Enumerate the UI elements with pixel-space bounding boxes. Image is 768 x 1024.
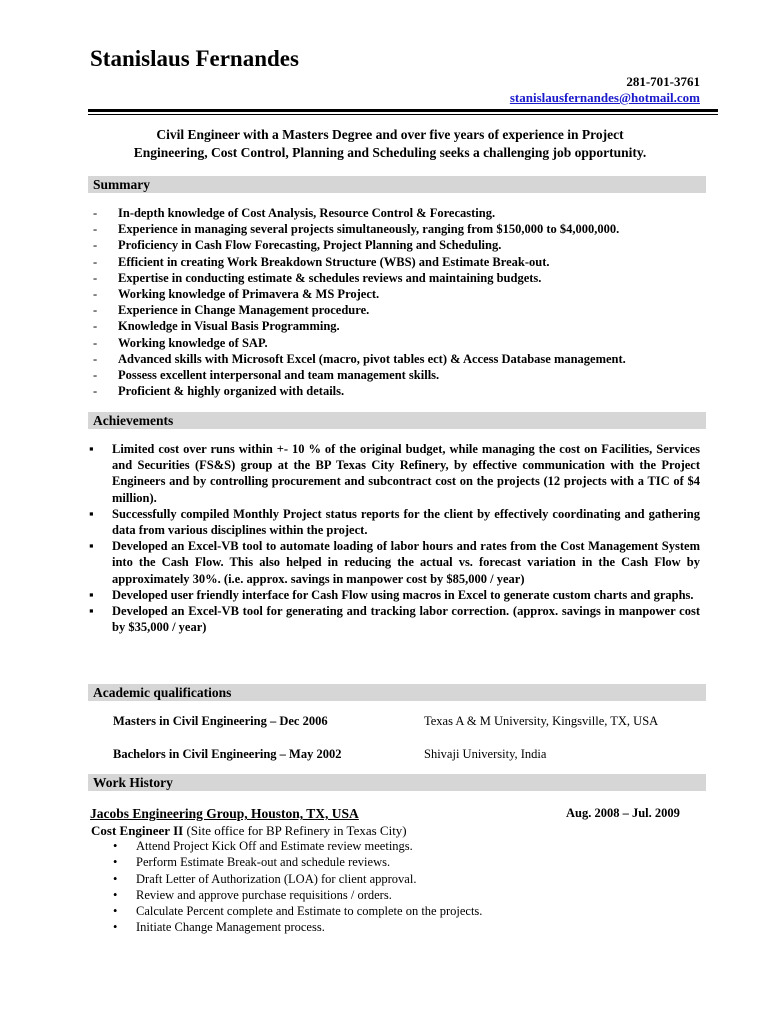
header-rule-thin	[88, 114, 718, 115]
duty-item: • Calculate Percent complete and Estimate to complete on the projects.	[112, 903, 482, 919]
job-title-note: (Site office for BP Refinery in Texas City)	[183, 823, 407, 838]
duty-item: • Attend Project Kick Off and Estimate review meetings.	[112, 838, 482, 854]
achievement-item: ▪ Developed an Excel-VB tool to automate loading of labor hours and rates from the Cost Management System into the Cash Flow. This also helped in reducing the actual vs. forecast variation in the Cash Flow by approximately 30%. (i.e. approx. savings in manpower cost by $85,000 / year)	[88, 538, 700, 587]
section-heading-achievements: Achievements	[88, 412, 706, 429]
achievement-item: ▪ Developed user friendly interface for Cash Flow using macros in Excel to generate custom charts and graphs.	[88, 587, 700, 603]
summary-item: - Working knowledge of SAP.	[93, 335, 703, 351]
summary-item: - Experience in Change Management procedure.	[93, 302, 703, 318]
candidate-name: Stanislaus Fernandes	[90, 46, 299, 71]
achievements-list	[88, 441, 700, 635]
summary-list	[93, 205, 703, 399]
degree-title: Masters in Civil Engineering – Dec 2006	[113, 714, 328, 728]
achievement-item: ▪ Developed an Excel-VB tool for generating and tracking labor correction. (approx. savings in manpower cost by $35,000 / year)	[88, 603, 700, 635]
objective-line: Civil Engineer with a Masters Degree and over five years of experience in Project	[156, 127, 624, 142]
summary-item: - Advanced skills with Microsoft Excel (macro, pivot tables ect) & Access Database management.	[93, 351, 703, 367]
duty-item: • Draft Letter of Authorization (LOA) for client approval.	[112, 871, 482, 887]
duty-item: • Perform Estimate Break-out and schedule reviews.	[112, 854, 482, 870]
summary-item: - Knowledge in Visual Basis Programming.	[93, 318, 703, 334]
duty-item: • Initiate Change Management process.	[112, 919, 482, 935]
summary-item: - Experience in managing several projects simultaneously, ranging from $150,000 to $4,000,000.	[93, 221, 703, 237]
employer-name: Jacobs Engineering Group, Houston, TX, USA	[90, 806, 359, 821]
summary-item: - Proficiency in Cash Flow Forecasting, Project Planning and Scheduling.	[93, 237, 703, 253]
achievement-item: ▪ Limited cost over runs within +- 10 % of the original budget, while managing the cost on Facilities, Services and Securities (FS&S) group at the BP Texas City Refinery, by effective communication with the Project Engineers and by controlling procurement and subcontract cost on the projects (12 projects with a TIC of $4 million).	[88, 441, 700, 506]
summary-item: - Expertise in conducting estimate & schedules reviews and maintaining budgets.	[93, 270, 703, 286]
job-title: Cost Engineer II	[91, 823, 184, 838]
institution-name: Shivaji University, India	[424, 747, 547, 761]
section-heading-work-history: Work History	[88, 774, 706, 791]
job-title-line	[91, 823, 407, 839]
objective-statement	[88, 126, 692, 162]
job-duties-list	[112, 838, 482, 936]
summary-item: - Efficient in creating Work Breakdown Structure (WBS) and Estimate Break-out.	[93, 254, 703, 270]
institution-name: Texas A & M University, Kingsville, TX, USA	[424, 714, 659, 728]
degree-title: Bachelors in Civil Engineering – May 2002	[113, 747, 342, 761]
achievement-item: ▪ Successfully compiled Monthly Project status reports for the client by effectively coordinating and gathering data from various disciplines within the project.	[88, 506, 700, 538]
phone-number: 281-701-3761	[626, 74, 700, 89]
email-link[interactable]: stanislausfernandes@hotmail.com	[509, 90, 700, 105]
employment-dates: Aug. 2008 – Jul. 2009	[566, 806, 680, 820]
objective-line: Engineering, Cost Control, Planning and Scheduling seeks a challenging job opportunity.	[133, 145, 647, 160]
section-heading-summary: Summary	[88, 176, 706, 193]
header-rule-thick	[88, 109, 718, 112]
contact-block	[510, 74, 700, 106]
section-heading-academic: Academic qualifications	[88, 684, 706, 701]
summary-item: - Working knowledge of Primavera & MS Project.	[93, 286, 703, 302]
summary-item: - Proficient & highly organized with details.	[93, 383, 703, 399]
summary-item: - In-depth knowledge of Cost Analysis, Resource Control & Forecasting.	[93, 205, 703, 221]
duty-item: • Review and approve purchase requisitions / orders.	[112, 887, 482, 903]
summary-item: - Possess excellent interpersonal and team management skills.	[93, 367, 703, 383]
